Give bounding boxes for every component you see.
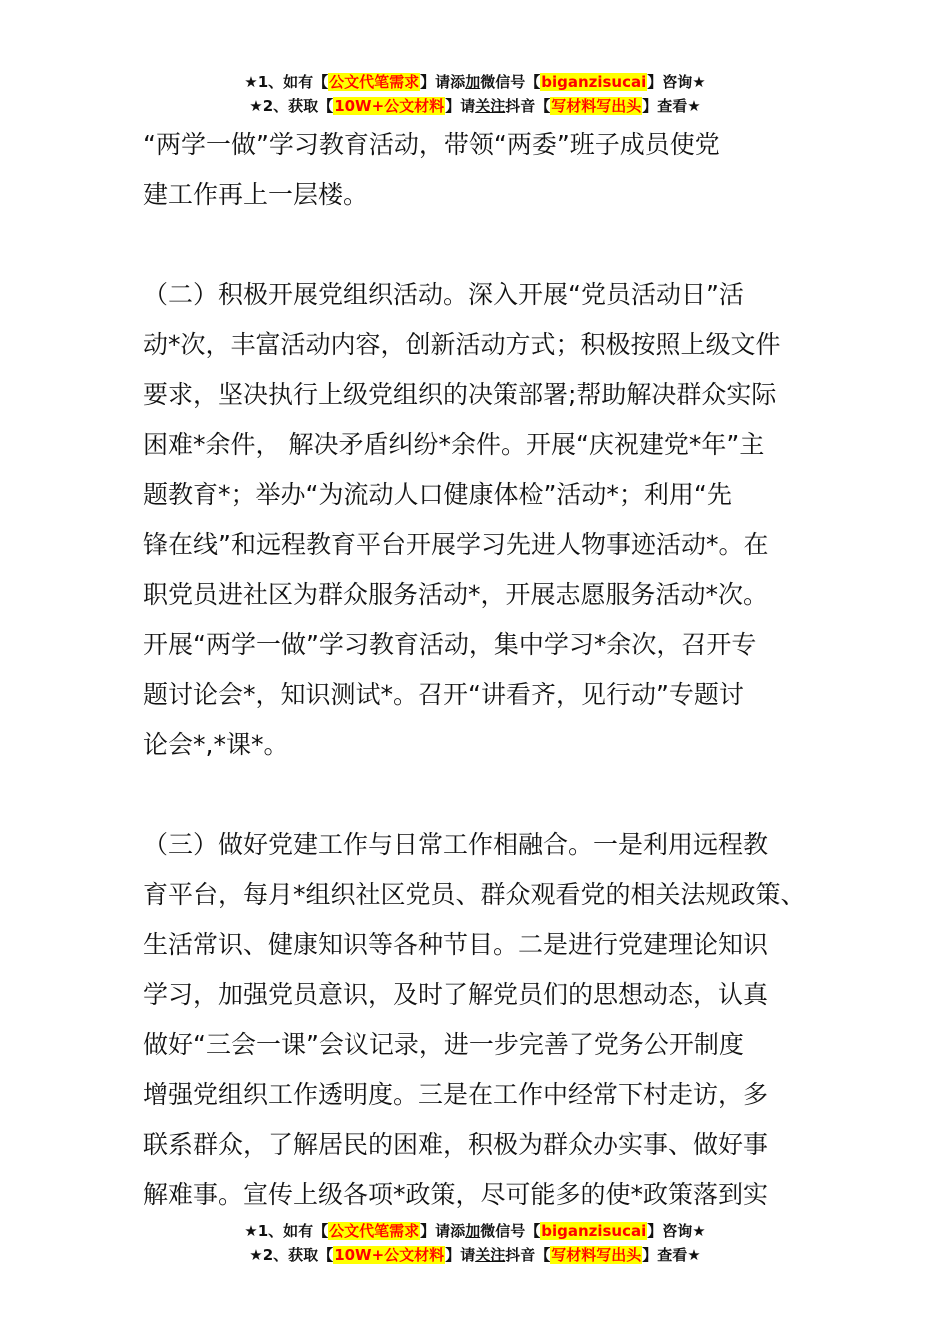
banner-text: 】咨询★ [647,1222,706,1240]
banner-highlight: 10W+公文材料 [334,1246,445,1264]
banner-text: 】查看★ [642,97,701,115]
body-line: 困难*余件， 解决矛盾纠纷*余件。开展“庆祝建党*年”主 [143,430,765,459]
body-line: 论会*,*课*。 [143,730,289,759]
body-line: （三）做好党建工作与日常工作相融合。一是利用远程教 [143,830,769,859]
body-line: “两学一做”学习教育活动，带领“两委”班子成员使党 [143,130,720,159]
banner-highlight: 写材料写出头 [551,1246,642,1264]
body-line: 锋在线”和远程教育平台开展学习先进人物事迹活动*。在 [143,530,769,559]
banner-line-1 [0,1219,950,1243]
banner-text: 】请添 [420,73,466,91]
banner-text: ★2、获取【 [249,97,334,115]
banner-text: 】请添 [420,1222,466,1240]
body-line: 题讨论会*，知识测试*。召开“讲看齐，见行动”专题讨 [143,680,744,709]
body-line: 题教育*；举办“为流动人口健康体检”活动*；利用“先 [143,480,732,509]
banner-underlined-text: 关注 [475,1246,506,1264]
paragraph-gap [143,770,823,820]
banner-highlight: biganzisucai [541,73,647,91]
banner-text: 】请 [445,97,476,115]
body-line: 解难事。宣传上级各项*政策，尽可能多的使*政策落到实 [143,1180,769,1209]
banner-highlight: 公文代笔需求 [329,73,420,91]
body-line: 要求，坚决执行上级党组织的决策部署;帮助解决群众实际 [143,380,777,409]
body-line: （二）积极开展党组织活动。深入开展“党员活动日”活 [143,280,744,309]
banner-text: ★2、获取【 [249,1246,334,1264]
banner-text: 抖音【 [505,97,551,115]
body-line: 学习，加强党员意识，及时了解党员们的思想动态，认真 [143,980,769,1009]
banner-underlined-text: 加 [465,1222,481,1240]
banner-text: 】查看★ [642,1246,701,1264]
banner-text: ★1、如有【 [244,73,329,91]
banner-highlight: biganzisucai [541,1222,647,1240]
banner-text: 微信号【 [480,73,541,91]
body-line: 开展“两学一做”学习教育活动，集中学习*余次，召开专 [143,630,757,659]
banner-highlight: 公文代笔需求 [329,1222,420,1240]
body-line: 动*次，丰富活动内容，创新活动方式；积极按照上级文件 [143,330,781,359]
body-line: 联系群众，了解居民的困难，积极为群众办实事、做好事 [143,1130,769,1159]
banner-text: 】请 [445,1246,476,1264]
banner-line-2 [0,94,950,118]
banner-text: 】咨询★ [647,73,706,91]
banner-highlight: 10W+公文材料 [334,97,445,115]
banner-line-2 [0,1243,950,1267]
body-line: 建工作再上一层楼。 [143,180,369,209]
banner-highlight: 写材料写出头 [551,97,642,115]
body-line: 职党员进社区为群众服务活动*，开展志愿服务活动*次。 [143,580,769,609]
banner-text: 抖音【 [505,1246,551,1264]
body-line: 做好“三会一课”会议记录，进一步完善了党务公开制度 [143,1030,744,1059]
banner-underlined-text: 关注 [475,97,506,115]
banner-text: ★1、如有【 [244,1222,329,1240]
paragraph-gap [143,220,823,270]
body-line: 生活常识、健康知识等各种节目。二是进行党建理论知识 [143,930,769,959]
header-banner [0,70,950,118]
document-body [143,120,823,1220]
banner-text: 微信号【 [480,1222,541,1240]
body-line: 育平台，每月*组织社区党员、群众观看党的相关法规政策、 [143,880,806,909]
footer-banner [0,1219,950,1267]
banner-underlined-text: 加 [465,73,481,91]
body-line: 增强党组织工作透明度。三是在工作中经常下村走访，多 [143,1080,769,1109]
banner-line-1 [0,70,950,94]
